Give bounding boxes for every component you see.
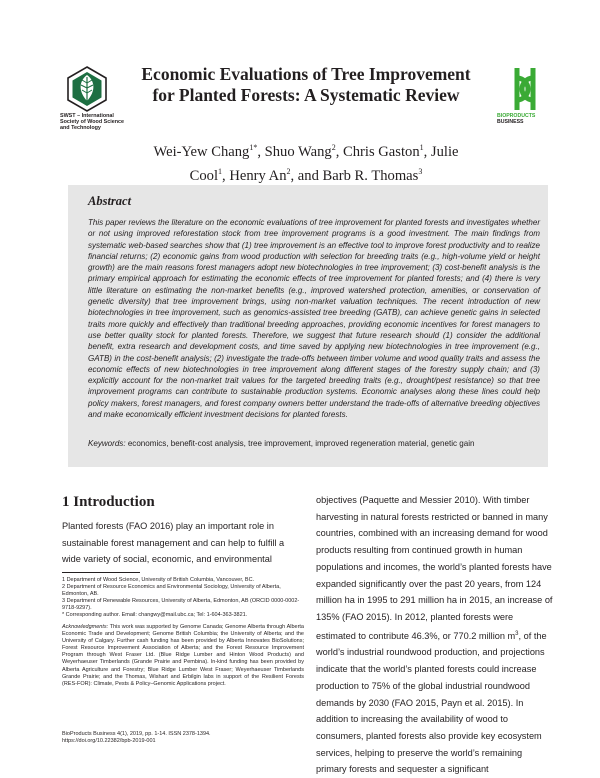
intro-paragraph-left: Planted forests (FAO 2016) play an important role in sustainable forest management and can help to fulfill a wide variety of social, economic, and environmental xyxy=(62,521,285,565)
author-separator: , and xyxy=(290,168,323,185)
cubic-superscript: 3 xyxy=(515,630,519,637)
author-separator: , xyxy=(257,143,265,160)
abstract-heading: Abstract xyxy=(88,194,132,208)
author-name: Wei-Yew Chang xyxy=(153,143,250,160)
author-affiliation-mark: 1 xyxy=(419,143,424,152)
bioproducts-business-logo-icon xyxy=(500,64,550,114)
acknowledgments-label: Acknowledgments: xyxy=(62,624,109,630)
author-name: Shuo Wang xyxy=(264,143,332,160)
author-affiliation-mark: 2 xyxy=(286,167,291,177)
footnote-divider xyxy=(62,572,140,573)
paper-title: Economic Evaluations of Tree Improvement for Planted Forests: A Systematic Review xyxy=(141,64,471,105)
journal-reference xyxy=(62,731,304,745)
journal-citation: BioProducts Business 4(1), 2019, pp. 1-14. ISSN 2378-1394. xyxy=(62,731,211,737)
footnote-affiliation-3: 3 Department of Renewable Resources, University of Alberta, Edmonton, AB (ORCID 0000-0002-9718-9297). xyxy=(62,598,300,611)
abstract-body: This paper reviews the literature on the economic evaluations of tree improvement for planted forests and investigates whether or not using improved reforestation stock from tree improvement programs is a good investment. The main findings from systematic web-based searches show that (1) tree improvement is an effective tool to improve forest productivity and to realize financial returns; (2) economic gains from wood production with selection for breeding traits (e.g., high-volume yield or height growth) are the main reasons forest managers adopt new biotechnologies in tree improvement; (3) cost-benefit analysis is the primary empirical approach for estimating the economic effects of tree improvement for planted forests; and (4) there is very little literature on estimating the non-market benefits (e.g., improved watershed protection, amenities, or conservation of genetic diversity) that tree improvement brings, using non-market valuation techniques. The recent introduction of new biotechnologies in tree improvement, such as genomics-assisted tree breeding (GATB), can achieve genetic gains in selected traits more quickly and effectively than traditional breeding approaches, providing economic incentives for forest managers to use better quality stock for planted forests. Therefore, we suggest that future research should (1) consider the additional benefit, extra research and development costs, and time saved by applying new biotechnologies in tree improvement (e.g., GATB) in the cost-benefit analysis; (2) investigate the trade-offs between timber volume and wood quality traits and assess the economic effects of new biotechnologies in tree improvement along different stages of the forestry supply chain; and (3) explicitly account for the non-market trait values for the targeted breeding traits (e.g., drought/pest resistance) so that tree improvement programs can contribute to sustainable production systems. Economic analyses along these lines could help policy makers, forest managers, and forest company owners better understand the trade-offs of alternative breeding objectives and make economically efficient investment decisions for planted forests. xyxy=(88,218,540,420)
journal-logo-text xyxy=(497,113,557,125)
footnotes xyxy=(62,577,304,619)
author-affiliation-mark: 3 xyxy=(418,167,423,177)
keywords xyxy=(88,438,540,449)
author-name: Julie Cool xyxy=(189,143,459,185)
keywords-label: Keywords: xyxy=(88,439,126,448)
section-heading-introduction: 1 Introduction xyxy=(62,494,155,510)
author-separator: , xyxy=(222,168,230,185)
keywords-list: economics, benefit-cost analysis, tree improvement, improved regeneration material, genetic gain xyxy=(127,439,475,448)
footnote-affiliation-1: 1 Department of Wood Science, University of British Columbia, Vancouver, BC. xyxy=(62,577,255,583)
acknowledgments-text: This work was supported by Genome Canada; Genome Alberta through Alberta Economic Trade and Development; Genome British Columbia; the University of Alberta; and the University of Calgary. Further cash funding has been provided by Alberta Innovates BioSolutions; Forest Resource Improvement Association of Alberta; and the Forest Resource Improvement Program through West Fraser Ltd. (Blue Ridge Lumber and Hinton Wood Products) and Weyerhaeuser Timberlands (Grande Prairie and Pembina). In-kind funding has been provided by Alberta Agriculture and Forestry; Blue Ridge Lumber West Fraser; Weyerhaeuser Timberlands Grande Prairie; and the Thomas, Wishart and Erbilgin labs in support of the Resilient Forests (RES-FOR): Climate, Pests & Policy–Genomic Applications project. xyxy=(62,624,304,687)
intro-paragraph-right xyxy=(316,492,554,778)
doi-link[interactable]: https://doi.org/10.22382/bpb-2019-001 xyxy=(62,738,156,744)
acknowledgments xyxy=(62,624,304,688)
author-affiliation-mark: 2 xyxy=(331,143,336,152)
intro-right-part2: , of the world’s industrial roundwood production, and projections indicate that the world’s planted forests could increase production to 75% of the global industrial roundwood demands by 2030 (FAO 2015, Payn et al. 2015). In addition to increasing the availability of wood to consumers, planted forests also provide key ecosystem services, helping to preserve the world’s remaining primary forests and sequester a significant xyxy=(316,630,547,775)
journal-logo-line2: BUSINESS xyxy=(497,119,524,125)
footnote-affiliation-2: 2 Department of Resource Economics and Environmental Sociology, University of Alberta, Edmonton, AB. xyxy=(62,584,281,597)
intro-right-part1: objectives (Paquette and Messier 2010). With timber harvesting in natural forests restricted or banned in many countries, combined with an increasing demand for wood products resulting from continued growth in human populations and incomes, the world’s planted forests have expanded significantly over the past 20 years, from 124 million ha in 1995 to 291 million ha in 2015, an increase of 135% (FAO 2015). In 2012, planted forests were estimated to contribute 46.3%, or 770.2 million m xyxy=(316,495,553,641)
author-affiliation-mark: 1* xyxy=(249,143,258,152)
author-separator: , xyxy=(335,143,343,160)
footnote-corresponding: * Corresponding author. Email: changwy@mail.ubc.ca; Tel: 1-604-363-3821. xyxy=(62,612,248,618)
society-name: SWST – International Society of Wood Science and Technology xyxy=(60,113,125,131)
author-list xyxy=(150,138,462,187)
author-name: Barb R. Thomas xyxy=(322,168,419,185)
author-separator: , xyxy=(423,143,431,160)
author-name: Henry An xyxy=(229,168,287,185)
journal-logo-line1: BIOPRODUCTS xyxy=(497,113,536,119)
swst-logo-icon xyxy=(66,66,108,112)
author-affiliation-mark: 1 xyxy=(218,167,223,177)
author-name: Chris Gaston xyxy=(343,143,420,160)
